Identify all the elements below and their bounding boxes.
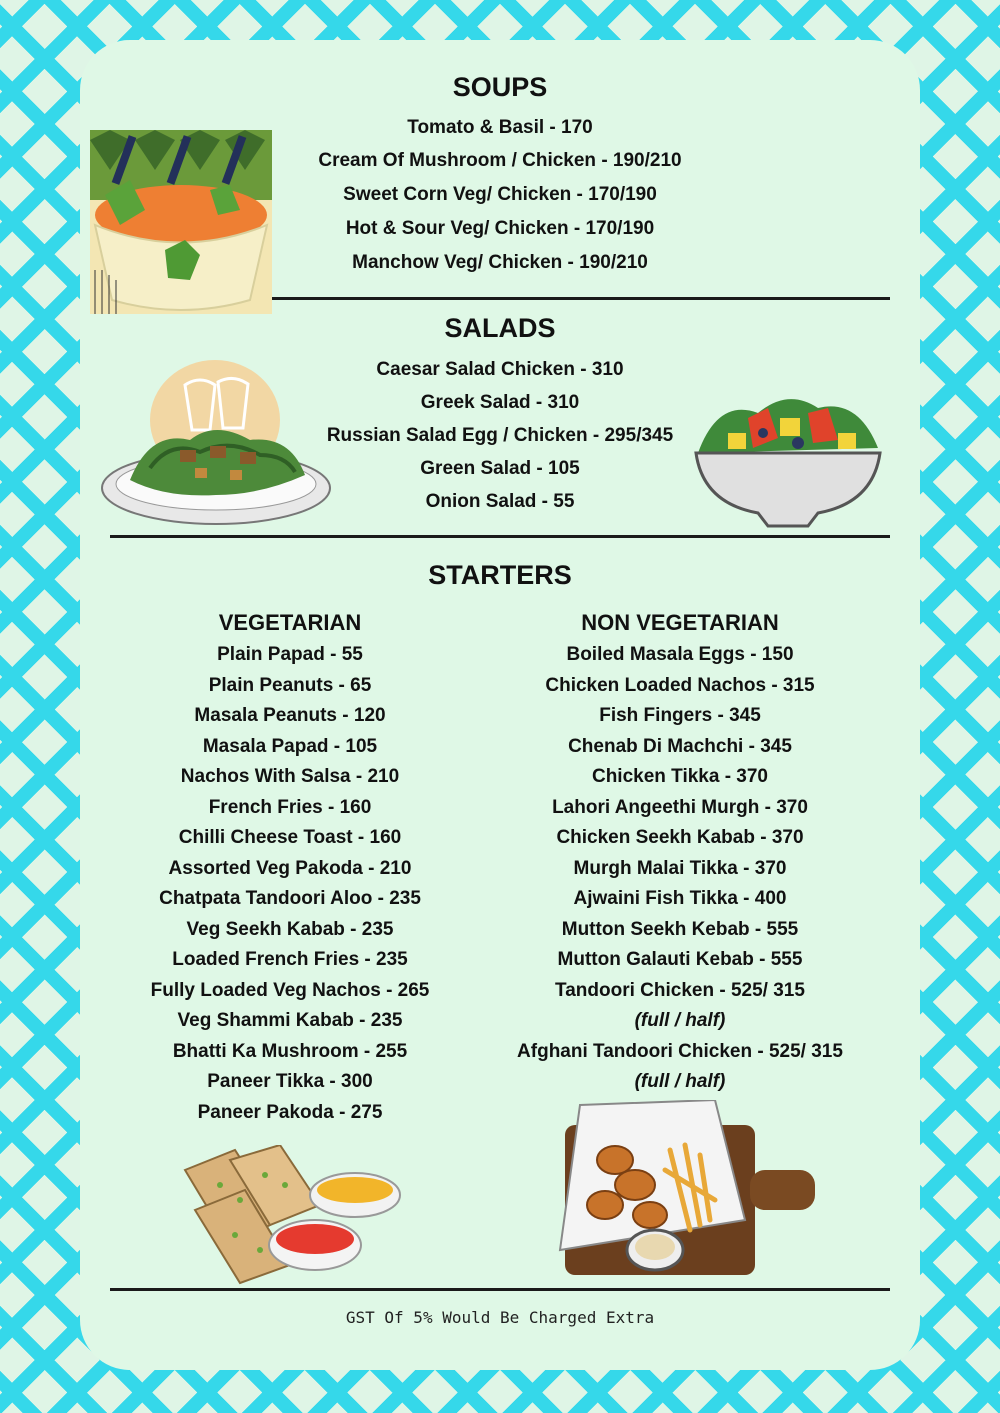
starters-title: STARTERS	[428, 560, 572, 590]
list-item: Chilli Cheese Toast - 160	[178, 827, 402, 848]
soup-bowl-icon	[90, 130, 272, 314]
portion-note: (full / half)	[634, 1071, 726, 1092]
list-item: Tomato & Basil - 170	[407, 117, 593, 138]
vegetarian-column	[120, 610, 460, 1128]
divider-footer	[110, 1288, 890, 1291]
list-item: Nachos With Salsa - 210	[180, 766, 400, 787]
list-item: Assorted Veg Pakoda - 210	[168, 857, 412, 879]
list-item: Paneer Pakoda - 275	[197, 1101, 383, 1123]
gst-note: GST Of 5% Would Be Charged Extra	[345, 1308, 655, 1327]
salad-bowl-icon	[688, 378, 888, 530]
list-item: Cream Of Mushroom / Chicken - 190/210	[318, 150, 682, 171]
toast-with-dips-icon	[180, 1145, 402, 1285]
list-item: Onion Salad - 55	[425, 491, 575, 512]
list-item: Chenab Di Machchi - 345	[568, 735, 792, 757]
list-item: Plain Papad - 55	[217, 644, 363, 665]
list-item: Chicken Loaded Nachos - 315	[545, 674, 815, 696]
list-item: Chicken Tikka - 370	[591, 766, 769, 787]
list-item: Veg Seekh Kabab - 235	[186, 918, 394, 940]
list-item: Masala Peanuts - 120	[194, 705, 386, 726]
non-vegetarian-column	[480, 610, 880, 1098]
list-item: Veg Shammi Kabab - 235	[177, 1010, 403, 1031]
list-item: Chatpata Tandoori Aloo - 235	[159, 888, 421, 909]
list-item: Mutton Galauti Kebab - 555	[557, 949, 803, 970]
list-item: Fully Loaded Veg Nachos - 265	[150, 979, 430, 1001]
list-item: Greek Salad - 310	[420, 392, 580, 413]
vegetarian-title: VEGETARIAN	[218, 610, 362, 635]
list-item: Loaded French Fries - 235	[172, 949, 408, 970]
list-item: Paneer Tikka - 300	[207, 1071, 373, 1092]
list-item: Manchow Veg/ Chicken - 190/210	[352, 252, 648, 273]
list-item: Green Salad - 105	[420, 458, 580, 479]
divider-salads	[110, 535, 890, 538]
list-item: Afghani Tandoori Chicken - 525/ 315	[517, 1040, 843, 1062]
list-item: Sweet Corn Veg/ Chicken - 170/190	[343, 184, 657, 205]
list-item: Murgh Malai Tikka - 370	[573, 857, 787, 879]
list-item: Ajwaini Fish Tikka - 400	[573, 888, 787, 909]
list-item: Hot & Sour Veg/ Chicken - 170/190	[345, 218, 655, 239]
list-item: French Fries - 160	[208, 796, 372, 818]
list-item: Plain Peanuts - 65	[208, 674, 372, 696]
list-item: Mutton Seekh Kebab - 555	[561, 918, 799, 940]
list-item: Boiled Masala Eggs - 150	[566, 644, 794, 665]
list-item: Chicken Seekh Kabab - 370	[556, 827, 804, 848]
soups-title: SOUPS	[452, 72, 548, 102]
list-item: Caesar Salad Chicken - 310	[376, 359, 624, 380]
list-item: Lahori Angeethi Murgh - 370	[552, 796, 808, 818]
list-item: Masala Papad - 105	[202, 735, 378, 757]
list-item: Tandoori Chicken - 525/ 315	[555, 979, 805, 1001]
portion-note: (full / half)	[634, 1010, 726, 1031]
non-vegetarian-title: NON VEGETARIAN	[581, 610, 779, 635]
list-item: Russian Salad Egg / Chicken - 295/345	[326, 425, 674, 446]
list-item: Bhatti Ka Mushroom - 255	[172, 1040, 408, 1062]
caesar-salad-plate-icon	[100, 360, 332, 530]
divider-soups	[272, 297, 890, 300]
soups-list	[250, 111, 750, 280]
list-item: Fish Fingers - 345	[599, 705, 761, 726]
salads-title: SALADS	[444, 313, 556, 343]
fried-chicken-board-icon	[540, 1100, 816, 1280]
